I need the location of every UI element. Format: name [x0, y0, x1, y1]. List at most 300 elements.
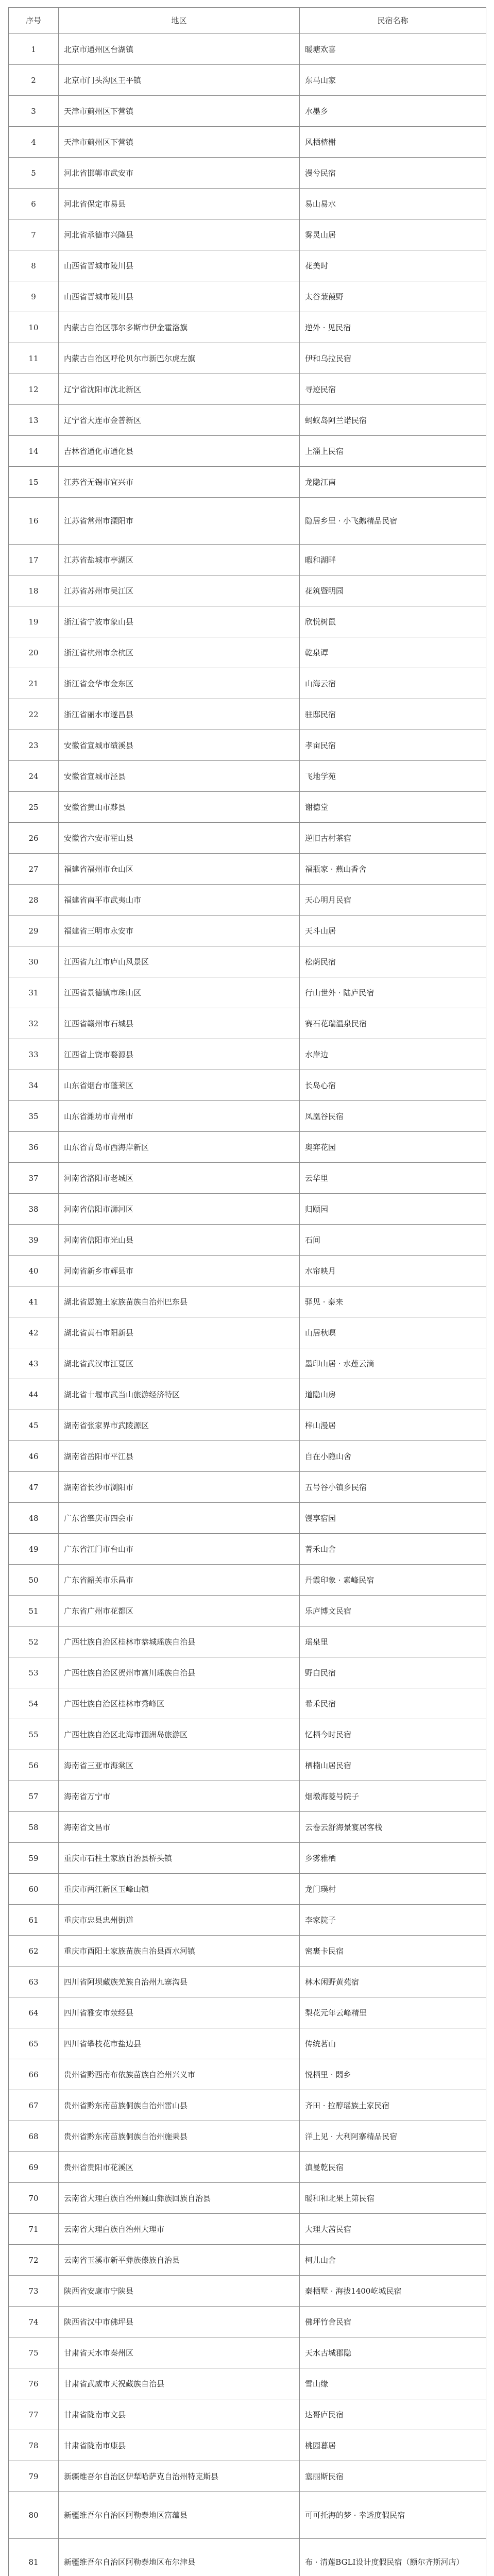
row-region: 四川省雅安市荥经县 [59, 1997, 300, 2028]
table-row [9, 436, 486, 467]
table-row [9, 467, 486, 498]
row-region: 云南省玉溪市新平彝族傣族自治县 [59, 2245, 300, 2276]
table-row [9, 575, 486, 606]
row-homestay-name: 自在小隐山舍 [300, 1441, 486, 1472]
row-region: 陕西省安康市宁陕县 [59, 2276, 300, 2307]
row-index: 61 [9, 1905, 59, 1936]
table-row [9, 730, 486, 761]
table-row [9, 885, 486, 916]
row-index: 27 [9, 854, 59, 885]
row-homestay-name: 野白民宿 [300, 1657, 486, 1688]
row-homestay-name: 滇曼乾民宿 [300, 2152, 486, 2183]
row-index: 1 [9, 34, 59, 65]
row-region: 贵州省黔东南苗族侗族自治州雷山县 [59, 2090, 300, 2121]
row-region: 贵州省黔西南布依族苗族自治州兴义市 [59, 2059, 300, 2090]
row-index: 73 [9, 2276, 59, 2307]
table-row [9, 2152, 486, 2183]
homestay-list-table-container [8, 7, 486, 2576]
row-region: 海南省文昌市 [59, 1812, 300, 1843]
row-region: 湖北省恩施土家族苗族自治州巴东县 [59, 1286, 300, 1317]
row-region: 浙江省杭州市余杭区 [59, 637, 300, 668]
row-region: 江西省上饶市婺源县 [59, 1039, 300, 1070]
row-region: 山东省烟台市蓬莱区 [59, 1070, 300, 1101]
row-region: 山西省晋城市陵川县 [59, 281, 300, 312]
table-row [9, 498, 486, 545]
row-region: 广西壮族自治区桂林市秀峰区 [59, 1688, 300, 1719]
row-region: 辽宁省大连市金普新区 [59, 405, 300, 436]
row-region: 河南省洛阳市老城区 [59, 1163, 300, 1194]
row-index: 12 [9, 374, 59, 405]
table-row [9, 1967, 486, 1997]
table-row [9, 545, 486, 575]
row-homestay-name: 林木闲野黄苑宿 [300, 1967, 486, 1997]
row-homestay-name: 石间 [300, 1225, 486, 1256]
table-row [9, 1626, 486, 1657]
table-row [9, 1565, 486, 1596]
row-region: 湖南省张家界市武陵源区 [59, 1410, 300, 1441]
row-region: 北京市通州区台湖镇 [59, 34, 300, 65]
row-region: 甘肃省天水市秦州区 [59, 2337, 300, 2368]
row-homestay-name: 蚂蚁岛阿兰诺民宿 [300, 405, 486, 436]
table-row [9, 2368, 486, 2399]
row-index: 16 [9, 498, 59, 545]
row-index: 38 [9, 1194, 59, 1225]
table-row [9, 1657, 486, 1688]
table-header-row [9, 8, 486, 34]
row-region: 湖北省黄石市阳新县 [59, 1317, 300, 1348]
row-region: 云南省大理白族自治州巍山彝族回族自治县 [59, 2183, 300, 2214]
row-index: 58 [9, 1812, 59, 1843]
row-homestay-name: 东马山家 [300, 65, 486, 96]
row-region: 河北省保定市易县 [59, 189, 300, 219]
row-index: 35 [9, 1101, 59, 1132]
row-index: 60 [9, 1874, 59, 1905]
row-region: 浙江省金华市金东区 [59, 668, 300, 699]
table-row [9, 34, 486, 65]
table-row [9, 792, 486, 823]
row-homestay-name: 墨印山居 · 水莲云滴 [300, 1348, 486, 1379]
table-row [9, 2461, 486, 2492]
row-region: 湖北省武汉市江夏区 [59, 1348, 300, 1379]
row-index: 48 [9, 1503, 59, 1534]
row-homestay-name: 暖和和北果上第民宿 [300, 2183, 486, 2214]
table-row [9, 1070, 486, 1101]
table-row [9, 1472, 486, 1503]
row-index: 45 [9, 1410, 59, 1441]
row-homestay-name: 雾灵山居 [300, 219, 486, 250]
row-index: 53 [9, 1657, 59, 1688]
row-region: 湖北省十堰市武当山旅游经济特区 [59, 1379, 300, 1410]
row-region: 福建省南平市武夷山市 [59, 885, 300, 916]
row-homestay-name: 长岛心宿 [300, 1070, 486, 1101]
row-index: 46 [9, 1441, 59, 1472]
row-index: 32 [9, 1008, 59, 1039]
row-region: 广西壮族自治区北海市涠洲岛旅游区 [59, 1719, 300, 1750]
table-row [9, 1781, 486, 1812]
row-region: 天津市蓟州区下营镇 [59, 96, 300, 127]
row-homestay-name: 漫兮民宿 [300, 158, 486, 189]
row-index: 63 [9, 1967, 59, 1997]
row-index: 65 [9, 2028, 59, 2059]
table-row [9, 1596, 486, 1626]
table-row [9, 1379, 486, 1410]
row-region: 重庆市两江新区玉峰山镇 [59, 1874, 300, 1905]
table-row [9, 312, 486, 343]
row-region: 湖南省岳阳市平江县 [59, 1441, 300, 1472]
row-index: 20 [9, 637, 59, 668]
row-region: 浙江省丽水市遂昌县 [59, 699, 300, 730]
table-row [9, 2492, 486, 2539]
row-homestay-name: 归颐园 [300, 1194, 486, 1225]
row-homestay-name: 花美时 [300, 250, 486, 281]
row-region: 广东省江门市台山市 [59, 1534, 300, 1565]
row-homestay-name: 馒享宿园 [300, 1503, 486, 1534]
table-row [9, 158, 486, 189]
table-row [9, 2090, 486, 2121]
row-region: 海南省万宁市 [59, 1781, 300, 1812]
homestay-list-table [8, 7, 486, 2576]
row-index: 69 [9, 2152, 59, 2183]
table-row [9, 1534, 486, 1565]
table-row [9, 761, 486, 792]
row-region: 甘肃省武威市天祝藏族自治县 [59, 2368, 300, 2399]
row-homestay-name: 上淄上民宿 [300, 436, 486, 467]
row-index: 56 [9, 1750, 59, 1781]
row-index: 19 [9, 606, 59, 637]
table-row [9, 219, 486, 250]
row-region: 新疆维吾尔自治区伊犁哈萨克自治州特克斯县 [59, 2461, 300, 2492]
row-index: 21 [9, 668, 59, 699]
header-index: 序号 [9, 8, 59, 34]
table-row [9, 1101, 486, 1132]
row-homestay-name: 密裹卡民宿 [300, 1936, 486, 1967]
row-index: 9 [9, 281, 59, 312]
row-index: 80 [9, 2492, 59, 2539]
header-region: 地区 [59, 8, 300, 34]
row-region: 北京市门头沟区王平镇 [59, 65, 300, 96]
row-region: 云南省大理白族自治州大理市 [59, 2214, 300, 2245]
row-homestay-name: 布 · 清莲BGLI设计度假民宿（额尔齐斯河店） [300, 2539, 486, 2576]
row-index: 47 [9, 1472, 59, 1503]
table-row [9, 637, 486, 668]
row-homestay-name: 天心明月民宿 [300, 885, 486, 916]
row-index: 52 [9, 1626, 59, 1657]
row-region: 河北省承德市兴隆县 [59, 219, 300, 250]
row-index: 39 [9, 1225, 59, 1256]
table-row [9, 606, 486, 637]
table-row [9, 405, 486, 436]
row-index: 40 [9, 1256, 59, 1286]
row-homestay-name: 龙隐江南 [300, 467, 486, 498]
row-homestay-name: 悦栖里 · 悶乡 [300, 2059, 486, 2090]
row-index: 34 [9, 1070, 59, 1101]
row-homestay-name: 乡雾雅栖 [300, 1843, 486, 1874]
row-homestay-name: 隐居乡里 · 小飞鹅精品民宿 [300, 498, 486, 545]
row-region: 广西壮族自治区贺州市富川瑶族自治县 [59, 1657, 300, 1688]
row-homestay-name: 水帘映月 [300, 1256, 486, 1286]
table-row [9, 916, 486, 946]
row-index: 6 [9, 189, 59, 219]
table-row [9, 1348, 486, 1379]
row-region: 江苏省盐城市亭湖区 [59, 545, 300, 575]
table-row [9, 250, 486, 281]
row-region: 重庆市忠县忠州街道 [59, 1905, 300, 1936]
row-index: 37 [9, 1163, 59, 1194]
row-homestay-name: 欣悦树鼠 [300, 606, 486, 637]
row-index: 13 [9, 405, 59, 436]
row-index: 44 [9, 1379, 59, 1410]
row-region: 重庆市酉阳土家族苗族自治县酉水河镇 [59, 1936, 300, 1967]
table-row [9, 2121, 486, 2152]
row-index: 54 [9, 1688, 59, 1719]
row-homestay-name: 太谷蒹葭野 [300, 281, 486, 312]
row-index: 28 [9, 885, 59, 916]
table-row [9, 2214, 486, 2245]
row-index: 59 [9, 1843, 59, 1874]
row-homestay-name: 乾泉谭 [300, 637, 486, 668]
row-index: 30 [9, 946, 59, 977]
table-row [9, 946, 486, 977]
row-homestay-name: 佛坪竹舍民宿 [300, 2307, 486, 2337]
row-index: 10 [9, 312, 59, 343]
row-homestay-name: 伊和乌拉民宿 [300, 343, 486, 374]
row-index: 4 [9, 127, 59, 158]
row-homestay-name: 柯儿山舍 [300, 2245, 486, 2276]
row-region: 江苏省常州市溧阳市 [59, 498, 300, 545]
row-region: 四川省攀枝花市盐边县 [59, 2028, 300, 2059]
row-region: 天津市蓟州区下营镇 [59, 127, 300, 158]
table-row [9, 1905, 486, 1936]
row-index: 57 [9, 1781, 59, 1812]
row-region: 广东省韶关市乐昌市 [59, 1565, 300, 1596]
table-row [9, 2399, 486, 2430]
row-index: 76 [9, 2368, 59, 2399]
row-region: 山东省潍坊市青州市 [59, 1101, 300, 1132]
row-region: 河北省邯郸市武安市 [59, 158, 300, 189]
row-index: 67 [9, 2090, 59, 2121]
row-index: 26 [9, 823, 59, 854]
row-homestay-name: 五号谷小镇乡民宿 [300, 1472, 486, 1503]
row-homestay-name: 孝亩民宿 [300, 730, 486, 761]
table-row [9, 1997, 486, 2028]
row-index: 7 [9, 219, 59, 250]
row-index: 23 [9, 730, 59, 761]
row-region: 山东省青岛市西海岸新区 [59, 1132, 300, 1163]
row-homestay-name: 乐庐博文民宿 [300, 1596, 486, 1626]
row-index: 24 [9, 761, 59, 792]
table-row [9, 1874, 486, 1905]
row-homestay-name: 逆外 · 见民宿 [300, 312, 486, 343]
table-row [9, 1688, 486, 1719]
table-row [9, 1194, 486, 1225]
row-region: 贵州省黔东南苗族侗族自治州施秉县 [59, 2121, 300, 2152]
row-homestay-name: 云华里 [300, 1163, 486, 1194]
row-index: 3 [9, 96, 59, 127]
row-index: 72 [9, 2245, 59, 2276]
row-index: 42 [9, 1317, 59, 1348]
row-region: 海南省三亚市海棠区 [59, 1750, 300, 1781]
row-index: 81 [9, 2539, 59, 2576]
row-index: 51 [9, 1596, 59, 1626]
row-homestay-name: 行山世外 · 陆庐民宿 [300, 977, 486, 1008]
row-index: 29 [9, 916, 59, 946]
row-index: 66 [9, 2059, 59, 2090]
row-region: 湖南省长沙市浏阳市 [59, 1472, 300, 1503]
row-homestay-name: 水墨乡 [300, 96, 486, 127]
row-index: 50 [9, 1565, 59, 1596]
table-row [9, 1719, 486, 1750]
row-homestay-name: 水岸边 [300, 1039, 486, 1070]
row-index: 14 [9, 436, 59, 467]
row-index: 36 [9, 1132, 59, 1163]
table-row [9, 1936, 486, 1967]
row-index: 49 [9, 1534, 59, 1565]
table-row [9, 1225, 486, 1256]
row-region: 广东省肇庆市四会市 [59, 1503, 300, 1534]
row-region: 四川省阿坝藏族羌族自治州九寨沟县 [59, 1967, 300, 1997]
table-row [9, 343, 486, 374]
row-index: 43 [9, 1348, 59, 1379]
row-region: 辽宁省沈阳市沈北新区 [59, 374, 300, 405]
row-homestay-name: 山海云宿 [300, 668, 486, 699]
row-homestay-name: 雪山缘 [300, 2368, 486, 2399]
row-homestay-name: 希禾民宿 [300, 1688, 486, 1719]
row-region: 河南省信阳市光山县 [59, 1225, 300, 1256]
row-index: 15 [9, 467, 59, 498]
row-homestay-name: 赛石花瑞温泉民宿 [300, 1008, 486, 1039]
table-row [9, 854, 486, 885]
row-index: 64 [9, 1997, 59, 2028]
table-row [9, 2337, 486, 2368]
row-homestay-name: 山居秋暝 [300, 1317, 486, 1348]
table-row [9, 1039, 486, 1070]
row-homestay-name: 菁禾山舍 [300, 1534, 486, 1565]
row-region: 陕西省汉中市佛坪县 [59, 2307, 300, 2337]
table-row [9, 2028, 486, 2059]
row-homestay-name: 飞地学苑 [300, 761, 486, 792]
row-region: 江西省九江市庐山风景区 [59, 946, 300, 977]
row-region: 河南省新乡市辉县市 [59, 1256, 300, 1286]
table-row [9, 1008, 486, 1039]
row-homestay-name: 暇和湖畔 [300, 545, 486, 575]
row-homestay-name: 梨花元年云峰精里 [300, 1997, 486, 2028]
row-index: 78 [9, 2430, 59, 2461]
row-homestay-name: 梓山漫居 [300, 1410, 486, 1441]
row-index: 11 [9, 343, 59, 374]
row-homestay-name: 齐田 · 拉醇瑶族土家民宿 [300, 2090, 486, 2121]
row-region: 广东省广州市花都区 [59, 1596, 300, 1626]
table-row [9, 374, 486, 405]
row-homestay-name: 烟墩海菱号院子 [300, 1781, 486, 1812]
row-region: 江苏省苏州市吴江区 [59, 575, 300, 606]
table-row [9, 1843, 486, 1874]
row-homestay-name: 天水古城郡隐 [300, 2337, 486, 2368]
row-index: 62 [9, 1936, 59, 1967]
row-homestay-name: 道隐山房 [300, 1379, 486, 1410]
row-homestay-name: 花筑暨明园 [300, 575, 486, 606]
row-homestay-name: 驿见 · 泰来 [300, 1286, 486, 1317]
table-row [9, 281, 486, 312]
row-homestay-name: 传统茗山 [300, 2028, 486, 2059]
row-homestay-name: 瑶泉里 [300, 1626, 486, 1657]
table-row [9, 1163, 486, 1194]
row-homestay-name: 丹霞印象 · 素峰民宿 [300, 1565, 486, 1596]
row-homestay-name: 桃园暮居 [300, 2430, 486, 2461]
row-region: 甘肃省陇南市康县 [59, 2430, 300, 2461]
row-region: 安徽省宣城市绩溪县 [59, 730, 300, 761]
table-row [9, 1132, 486, 1163]
table-row [9, 96, 486, 127]
row-homestay-name: 龙门璞村 [300, 1874, 486, 1905]
table-row [9, 2183, 486, 2214]
row-region: 江苏省无锡市宜兴市 [59, 467, 300, 498]
table-row [9, 1256, 486, 1286]
table-row [9, 2307, 486, 2337]
row-index: 68 [9, 2121, 59, 2152]
row-homestay-name: 易山易水 [300, 189, 486, 219]
row-region: 甘肃省陇南市文县 [59, 2399, 300, 2430]
row-homestay-name: 洋上见 · 大利阿寨精品民宿 [300, 2121, 486, 2152]
row-region: 新疆维吾尔自治区阿勒泰地区富蕴县 [59, 2492, 300, 2539]
row-homestay-name: 凤凰谷民宿 [300, 1101, 486, 1132]
row-homestay-name: 忆栖今时民宿 [300, 1719, 486, 1750]
row-homestay-name: 暖塘欢喜 [300, 34, 486, 65]
table-row [9, 2430, 486, 2461]
table-row [9, 2276, 486, 2307]
row-homestay-name: 松荫民宿 [300, 946, 486, 977]
header-homestay-name: 民宿名称 [300, 8, 486, 34]
row-homestay-name: 可可托海的梦 · 幸透度假民宿 [300, 2492, 486, 2539]
table-row [9, 1812, 486, 1843]
row-index: 41 [9, 1286, 59, 1317]
row-region: 内蒙古自治区鄂尔多斯市伊金霍洛旗 [59, 312, 300, 343]
row-index: 70 [9, 2183, 59, 2214]
row-region: 广西壮族自治区桂林市恭城瑶族自治县 [59, 1626, 300, 1657]
row-homestay-name: 李家院子 [300, 1905, 486, 1936]
row-homestay-name: 栖楠山居民宿 [300, 1750, 486, 1781]
table-row [9, 189, 486, 219]
row-region: 安徽省黄山市黟县 [59, 792, 300, 823]
row-homestay-name: 云卷云舒海景宴居客栈 [300, 1812, 486, 1843]
row-homestay-name: 谢德堂 [300, 792, 486, 823]
table-row [9, 2059, 486, 2090]
row-index: 22 [9, 699, 59, 730]
table-row [9, 127, 486, 158]
table-row [9, 823, 486, 854]
table-body [9, 34, 486, 2576]
table-row [9, 65, 486, 96]
row-region: 重庆市石柱土家族自治县桥头镇 [59, 1843, 300, 1874]
row-region: 江西省景德镇市珠山区 [59, 977, 300, 1008]
row-index: 74 [9, 2307, 59, 2337]
row-homestay-name: 逆旧古村茶宿 [300, 823, 486, 854]
row-index: 55 [9, 1719, 59, 1750]
table-row [9, 1503, 486, 1534]
table-row [9, 1750, 486, 1781]
row-index: 18 [9, 575, 59, 606]
table-row [9, 1441, 486, 1472]
row-index: 79 [9, 2461, 59, 2492]
row-region: 内蒙古自治区呼伦贝尔市新巴尔虎左旗 [59, 343, 300, 374]
row-homestay-name: 天斗山居 [300, 916, 486, 946]
row-homestay-name: 福瓶家 · 燕山香舍 [300, 854, 486, 885]
table-row [9, 1286, 486, 1317]
table-row [9, 2245, 486, 2276]
row-homestay-name: 秦栖墅 · 海拔1400屹城民宿 [300, 2276, 486, 2307]
row-region: 吉林省通化市通化县 [59, 436, 300, 467]
row-index: 75 [9, 2337, 59, 2368]
row-index: 8 [9, 250, 59, 281]
